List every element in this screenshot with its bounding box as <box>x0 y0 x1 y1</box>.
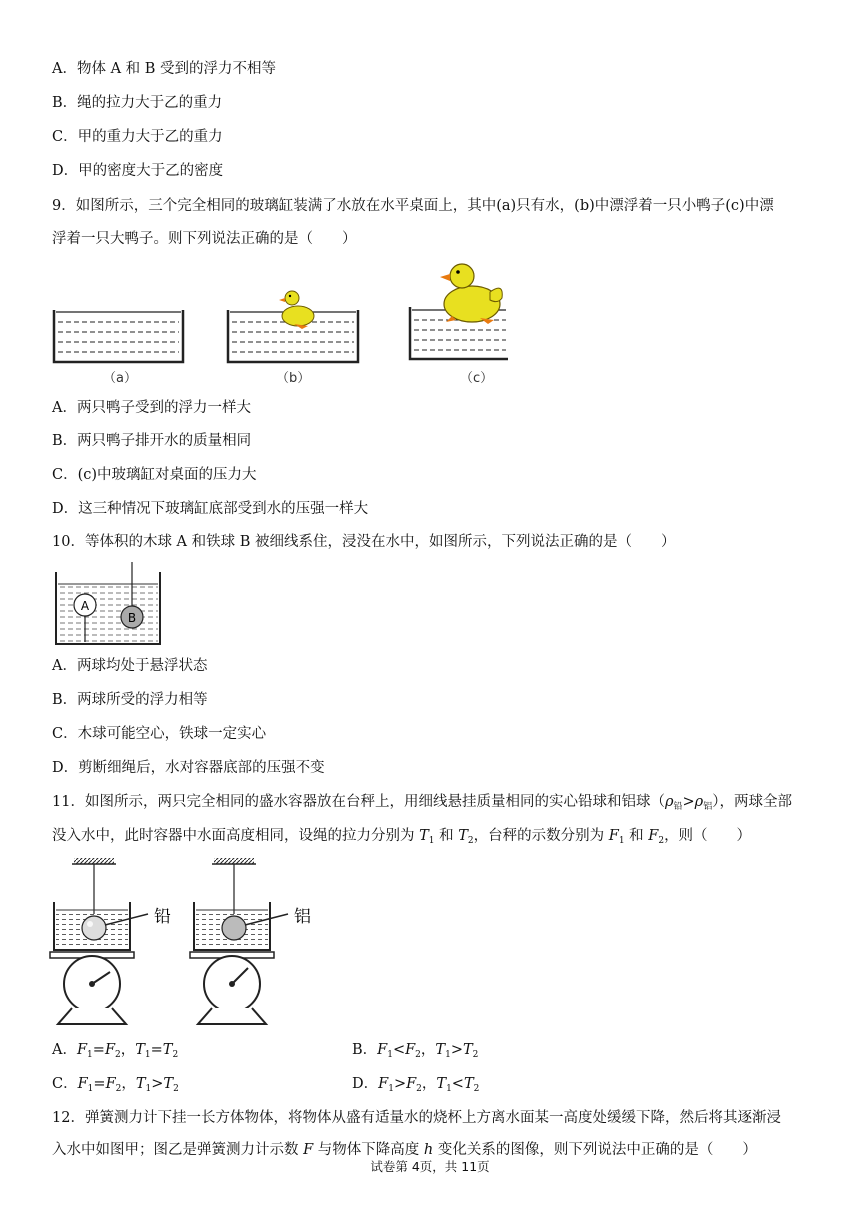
big-duck-icon <box>440 264 502 324</box>
ball-b-label: B <box>127 611 137 625</box>
q9-stem-line2: 浮着一只大鸭子。则下列说法正确的是（ ） <box>52 231 357 247</box>
q12-stem-line1: 12．弹簧测力计下挂一长方体物体，将物体从盛有适量水的烧杯上方离水面某一高度处缓缓下降，然后将其逐渐浸 <box>52 1110 781 1126</box>
lead-ball <box>82 916 106 940</box>
page-footer: 试卷第 4页，共 11页 <box>370 1159 490 1174</box>
fig-label-b: （b） <box>276 371 311 386</box>
q11-option-b: B．$F_1<F_2$，$T_1>T_2$ <box>352 1042 479 1060</box>
q10-option-a: A．两球均处于悬浮状态 <box>52 658 208 674</box>
aluminum-ball <box>222 916 246 940</box>
aluminum-label: 铝 <box>294 907 311 927</box>
q10-option-d: D．剪断细绳后，水对容器底部的压强不变 <box>52 760 325 776</box>
fig-label-a: （a） <box>103 371 137 386</box>
small-duck-icon <box>279 291 314 329</box>
q10-figure <box>52 560 167 650</box>
q10-option-b: B．两球所受的浮力相等 <box>52 692 208 708</box>
q9-stem-line1: 9．如图所示，三个完全相同的玻璃缸装满了水放在水平桌面上，其中(a)只有水，(b)中漂浮着一只小鸭子(c)中漂 <box>52 198 774 214</box>
ball-a-label: A <box>80 599 90 613</box>
fig-label-c: （c） <box>460 371 494 386</box>
q10-option-c: C．木球可能空心，铁球一定实心 <box>52 726 267 742</box>
water <box>58 584 158 642</box>
q8-option-d: D．甲的密度大于乙的密度 <box>52 163 224 179</box>
scale-setup-right <box>190 858 311 1024</box>
lead-label: 铅 <box>154 907 171 927</box>
q12-stem-line2: 入水中如图甲；图乙是弹簧测力计示数 F 与物体下降高度 h 变化关系的图像，则下列说法中正确的是（ ） <box>52 1142 757 1158</box>
scale-setup-left <box>50 858 171 1024</box>
q8-option-b: B．绳的拉力大于乙的重力 <box>52 95 223 111</box>
q9-option-d: D．这三种情况下玻璃缸底部受到水的压强一样大 <box>52 501 369 517</box>
q8-option-a: A．物体 A 和 B 受到的浮力不相等 <box>52 61 277 77</box>
q11-option-a: A．$F_1=F_2$，$T_1=T_2$ <box>52 1042 179 1060</box>
q8-option-c: C．甲的重力大于乙的重力 <box>52 129 223 145</box>
q9-option-b: B．两只鸭子排开水的质量相同 <box>52 433 252 449</box>
q11-option-d: D．$F_1>F_2$，$T_1<T_2$ <box>352 1076 480 1094</box>
q11-option-c: C．$F_1=F_2$，$T_1>T_2$ <box>52 1076 179 1094</box>
q10-stem: 10．等体积的木球 A 和铁球 B 被细线系住，浸没在水中，如图所示，下列说法正确的是（ ） <box>52 534 676 550</box>
q9-figure <box>48 258 508 388</box>
q11-stem-line1: 11．如图所示，两只完全相同的盛水容器放在台秤上，用细线悬挂质量相同的实心铅球和铝球$(\rho_铅>\rho_铝)$，两球全部 <box>52 794 792 812</box>
q11-stem-line2: 没入水中，此时容器中水面高度相同，设绳的拉力分别为 $T_1$ 和 $T_2$，台秤的示数分别为 $F_1$ 和 $F_2$，则（ ） <box>52 828 752 846</box>
q11-figure <box>48 852 338 1032</box>
q9-option-c: C．(c)中玻璃缸对桌面的压力大 <box>52 467 257 483</box>
tank-a <box>54 310 183 362</box>
q9-option-a: A．两只鸭子受到的浮力一样大 <box>52 400 251 416</box>
